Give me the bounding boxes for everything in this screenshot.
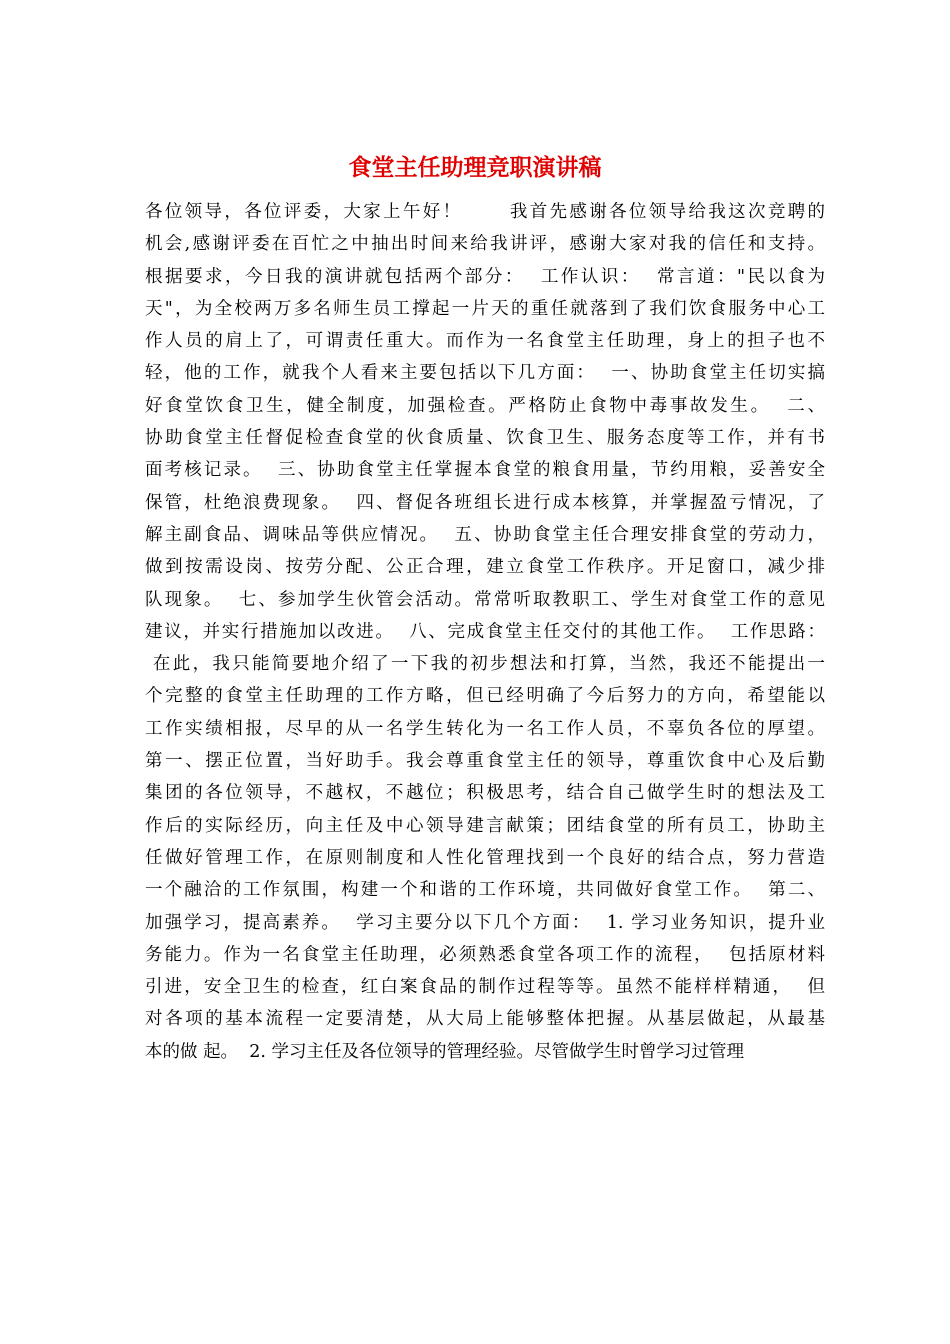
body-line: 工作实绩相报，尽早的从一名学生转化为一名工作人员，不辜负各位的厚望。 bbox=[145, 718, 825, 739]
body-line: 作人员的肩上了，可谓责任重大。而作为一名食堂主任助理，身上的担子也不 bbox=[145, 331, 825, 352]
body-line: 各位领导，各位评委，大家上午好！ 我首先感谢各位领导给我这次竞聘的 bbox=[145, 202, 825, 222]
body-line: 集团的各位领导，不越权，不越位；积极思考，结合自己做学生时的想法及工 bbox=[145, 783, 825, 804]
body-line: 轻，他的工作，就我个人看来主要包括以下几方面： 一、协助食堂主任切实搞 bbox=[145, 363, 825, 384]
body-line: 好食堂饮食卫生，健全制度，加强检查。严格防止食物中毒事故发生。 二、 bbox=[145, 395, 825, 416]
body-line: 协助食堂主任督促检查食堂的伙食质量、饮食卫生、服务态度等工作，并有书 bbox=[145, 428, 825, 449]
body-line: 机会,感谢评委在百忙之中抽出时间来给我讲评，感谢大家对我的信任和支持。 bbox=[145, 234, 825, 255]
body-line: 做到按需设岗、按劳分配、公正合理，建立食堂工作秩序。开足窗口，减少排 bbox=[145, 557, 825, 578]
body-line: 在此，我只能简要地介绍了一下我的初步想法和打算，当然，我还不能提出一 bbox=[145, 654, 825, 675]
body-line: 保管，杜绝浪费现象。 四、督促各班组长进行成本核算，并掌握盈亏情况，了 bbox=[145, 492, 825, 513]
body-line: 本的做 起。 2. 学习主任及各位领导的管理经验。尽管做学生时曾学习过管理 bbox=[145, 1041, 744, 1062]
body-line: 个完整的食堂主任助理的工作方略，但已经明确了今后努力的方向，希望能以 bbox=[145, 686, 825, 707]
body-line: 根据要求，今日我的演讲就包括两个部分： 工作认识： 常言道："民以食为 bbox=[145, 266, 825, 287]
body-line: 解主副食品、调味品等供应情况。 五、协助食堂主任合理安排食堂的劳动力， bbox=[145, 524, 825, 545]
body-line: 对各项的基本流程一定要清楚，从大局上能够整体把握。从基层做起，从最基 bbox=[145, 1009, 825, 1030]
document-body bbox=[145, 196, 825, 1068]
body-line: 天"，为全校两万多名师生员工撑起一片天的重任就落到了我们饮食服务中心工 bbox=[145, 298, 825, 319]
body-line: 队现象。 七、参加学生伙管会活动。常常听取教职工、学生对食堂工作的意见 bbox=[145, 589, 825, 610]
body-line: 加强学习，提高素养。 学习主要分以下几个方面： 1. 学习业务知识，提升业 bbox=[145, 912, 825, 933]
document-title: 食堂主任助理竞职演讲稿 bbox=[348, 154, 602, 181]
body-line: 第一、摆正位置，当好助手。我会尊重食堂主任的领导，尊重饮食中心及后勤 bbox=[145, 751, 825, 772]
body-line: 一个融洽的工作氛围，构建一个和谐的工作环境，共同做好食堂工作。 第二、 bbox=[145, 880, 825, 901]
body-line: 面考核记录。 三、协助食堂主任掌握本食堂的粮食用量，节约用粮，妥善安全 bbox=[145, 460, 825, 481]
body-line: 任做好管理工作，在原则制度和人性化管理找到一个良好的结合点，努力营造 bbox=[145, 847, 825, 868]
body-line: 作后的实际经历，向主任及中心领导建言献策；团结食堂的所有员工，协助主 bbox=[145, 815, 825, 836]
body-line: 引进，安全卫生的检查，红白案食品的制作过程等等。虽然不能样样精通， 但 bbox=[145, 977, 825, 998]
body-line: 建议，并实行措施加以改进。 八、完成食堂主任交付的其他工作。 工作思路： bbox=[145, 621, 825, 642]
body-line: 务能力。作为一名食堂主任助理，必须熟悉食堂各项工作的流程， 包括原材料 bbox=[145, 944, 825, 965]
